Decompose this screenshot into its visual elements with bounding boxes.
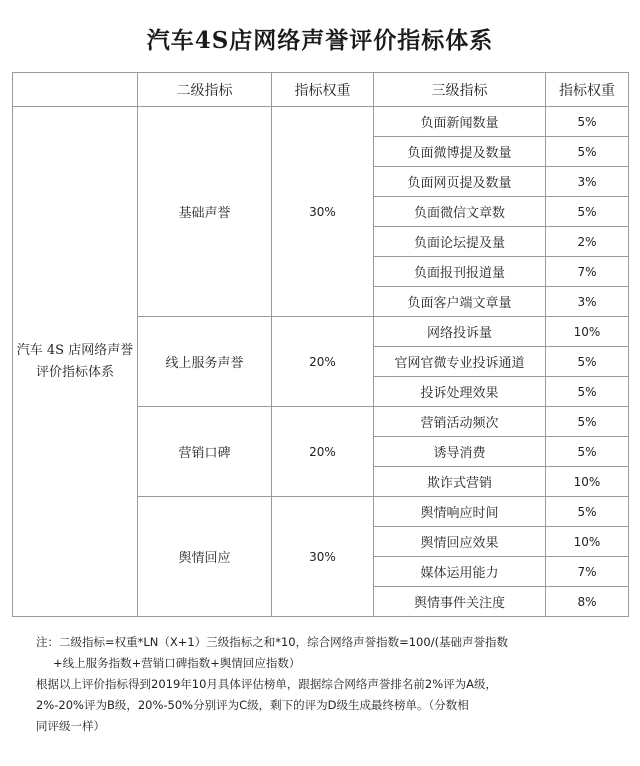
level3-weight-cell: 8% <box>546 587 629 617</box>
level3-weight-cell: 5% <box>546 197 629 227</box>
level3-weight-cell: 7% <box>546 257 629 287</box>
header-weight2: 指标权重 <box>272 73 374 107</box>
level3-weight-cell: 5% <box>546 137 629 167</box>
level3-name-cell: 舆情回应效果 <box>374 527 546 557</box>
level3-name-cell: 舆情响应时间 <box>374 497 546 527</box>
note-line: 根据以上评价指标得到2019年10月具体评估榜单，跟据综合网络声誉排名前2%评为A级， <box>36 677 498 691</box>
level3-weight-cell: 10% <box>546 317 629 347</box>
level3-name-cell: 舆情事件关注度 <box>374 587 546 617</box>
level2-name-cell: 基础声誉 <box>138 107 272 317</box>
level2-name-cell: 营销口碑 <box>138 407 272 497</box>
level2-name-cell: 舆情回应 <box>138 497 272 617</box>
level3-weight-cell: 5% <box>546 407 629 437</box>
level3-name-cell: 欺诈式营销 <box>374 467 546 497</box>
level2-weight-cell: 20% <box>272 407 374 497</box>
level3-name-cell: 负面微信文章数 <box>374 197 546 227</box>
header-weight3: 指标权重 <box>546 73 629 107</box>
level3-name-cell: 负面微博提及数量 <box>374 137 546 167</box>
level3-name-cell: 官网官微专业投诉通道 <box>374 347 546 377</box>
note-line: +线上服务指数+营销口碑指数+舆情回应指数） <box>53 656 301 670</box>
indicator-table <box>12 72 629 617</box>
note-line: 同评级一样） <box>36 719 105 733</box>
level3-weight-cell: 10% <box>546 527 629 557</box>
level3-name-cell: 负面论坛提及量 <box>374 227 546 257</box>
level3-name-cell: 负面报刊报道量 <box>374 257 546 287</box>
level3-name-cell: 负面客户端文章量 <box>374 287 546 317</box>
level3-weight-cell: 5% <box>546 497 629 527</box>
level3-weight-cell: 7% <box>546 557 629 587</box>
footnote <box>36 632 616 737</box>
page-title: 汽车4S店网络声誉评价指标体系 <box>146 27 494 54</box>
level3-name-cell: 营销活动频次 <box>374 407 546 437</box>
header-root <box>13 73 138 107</box>
level3-weight-cell: 5% <box>546 437 629 467</box>
note-line: 注：二级指标=权重*LN（X+1）三级指标之和*10，综合网络声誉指数=100/(基础声誉指数 <box>36 635 509 649</box>
level3-weight-cell: 5% <box>546 347 629 377</box>
level3-weight-cell: 5% <box>546 377 629 407</box>
level2-weight-cell: 20% <box>272 317 374 407</box>
level3-weight-cell: 3% <box>546 167 629 197</box>
level3-name-cell: 媒体运用能力 <box>374 557 546 587</box>
level3-name-cell: 投诉处理效果 <box>374 377 546 407</box>
level3-weight-cell: 2% <box>546 227 629 257</box>
level3-name-cell: 负面新闻数量 <box>374 107 546 137</box>
level2-name-cell: 线上服务声誉 <box>138 317 272 407</box>
level3-weight-cell: 10% <box>546 467 629 497</box>
level2-weight-cell: 30% <box>272 497 374 617</box>
level3-weight-cell: 3% <box>546 287 629 317</box>
level2-weight-cell: 30% <box>272 107 374 317</box>
table-row <box>13 107 629 137</box>
note-line: 2%-20%评为B级，20%-50%分别评为C级，剩下的评为D级生成最终榜单。（分数相 <box>36 698 469 712</box>
header-level3: 三级指标 <box>374 73 546 107</box>
level3-name-cell: 负面网页提及数量 <box>374 167 546 197</box>
header-level2: 二级指标 <box>138 73 272 107</box>
level3-weight-cell: 5% <box>546 107 629 137</box>
header-row <box>13 73 629 107</box>
level3-name-cell: 网络投诉量 <box>374 317 546 347</box>
level3-name-cell: 诱导消费 <box>374 437 546 467</box>
root-indicator-cell: 汽车 4S 店网络声誉评价指标体系 <box>13 107 138 617</box>
